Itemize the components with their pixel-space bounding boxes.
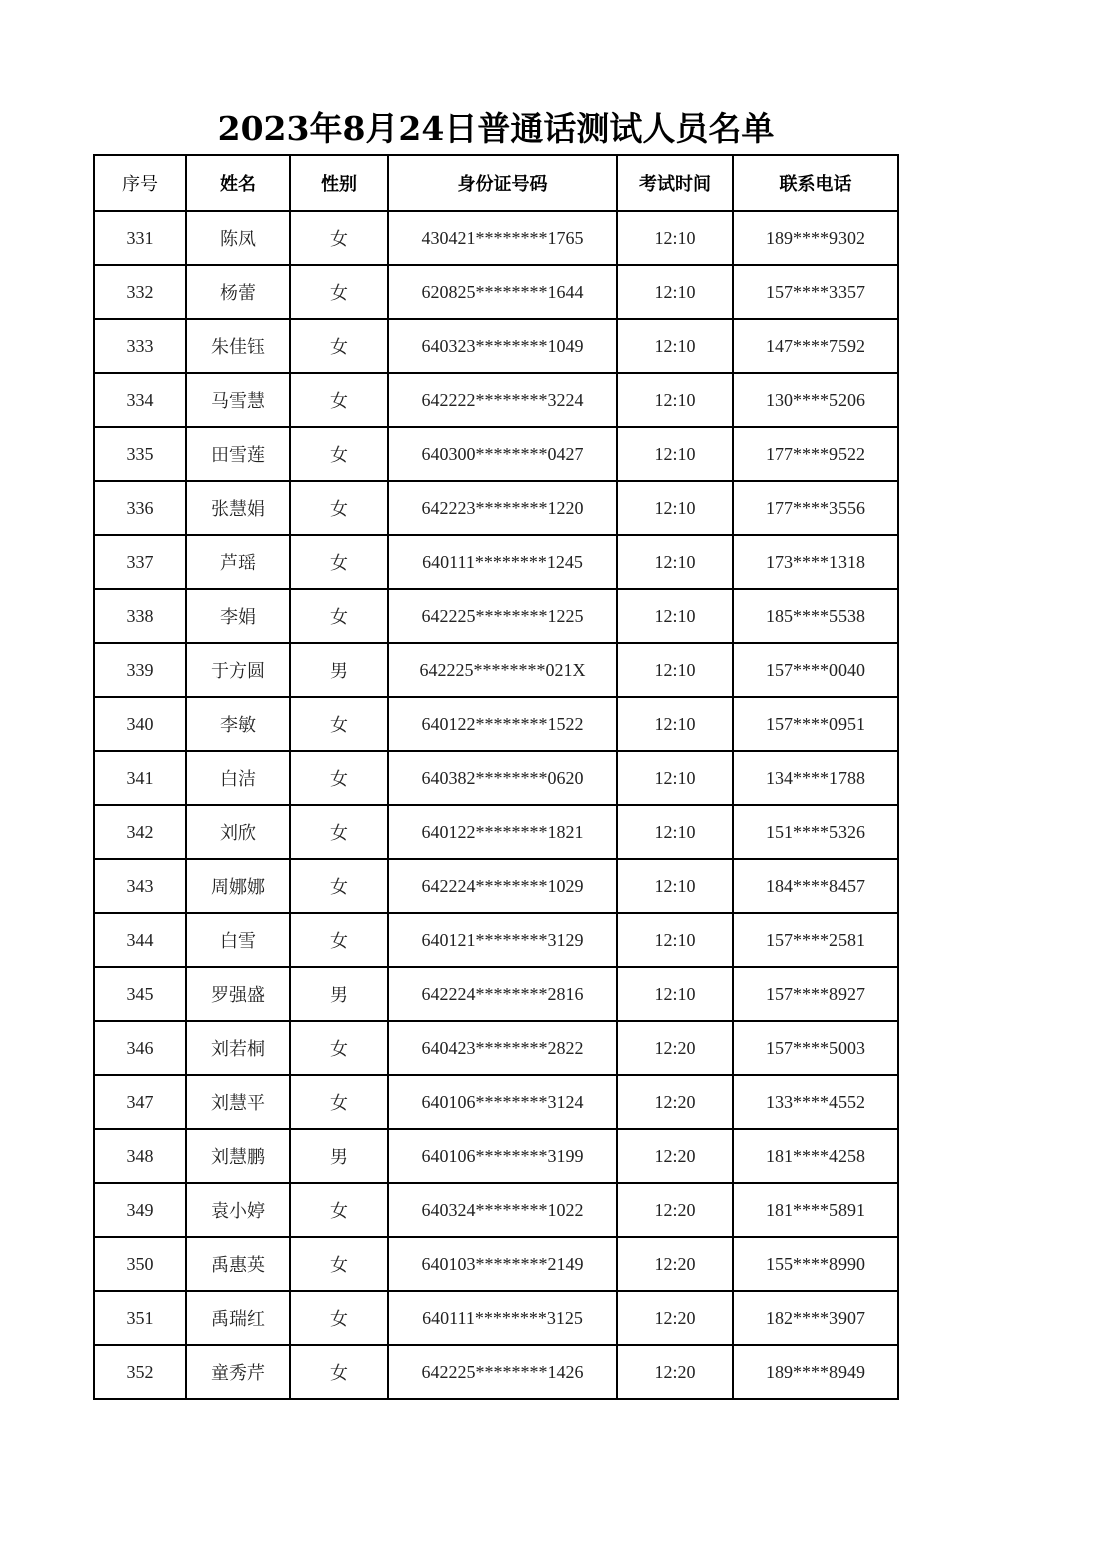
cell-id-number: 430421********1765 — [388, 211, 617, 265]
cell-name: 袁小婷 — [186, 1183, 290, 1237]
cell-name: 刘若桐 — [186, 1021, 290, 1075]
cell-id-number: 640121********3129 — [388, 913, 617, 967]
cell-phone: 157****0951 — [733, 697, 898, 751]
cell-phone: 177****3556 — [733, 481, 898, 535]
cell-gender: 女 — [290, 211, 388, 265]
cell-id-number: 640382********0620 — [388, 751, 617, 805]
cell-seq: 349 — [94, 1183, 186, 1237]
cell-seq: 334 — [94, 373, 186, 427]
table-row — [94, 697, 898, 751]
cell-exam-time: 12:10 — [617, 697, 733, 751]
cell-exam-time: 12:10 — [617, 589, 733, 643]
cell-phone: 182****3907 — [733, 1291, 898, 1345]
cell-id-number: 642224********1029 — [388, 859, 617, 913]
cell-exam-time: 12:10 — [617, 265, 733, 319]
cell-id-number: 640122********1522 — [388, 697, 617, 751]
cell-seq: 345 — [94, 967, 186, 1021]
cell-seq: 348 — [94, 1129, 186, 1183]
cell-gender: 女 — [290, 535, 388, 589]
cell-gender: 女 — [290, 1237, 388, 1291]
cell-seq: 338 — [94, 589, 186, 643]
cell-phone: 151****5326 — [733, 805, 898, 859]
cell-gender: 女 — [290, 427, 388, 481]
cell-gender: 女 — [290, 805, 388, 859]
cell-seq: 331 — [94, 211, 186, 265]
cell-exam-time: 12:20 — [617, 1237, 733, 1291]
table-row — [94, 967, 898, 1021]
cell-id-number: 642222********3224 — [388, 373, 617, 427]
cell-exam-time: 12:20 — [617, 1075, 733, 1129]
cell-id-number: 640106********3199 — [388, 1129, 617, 1183]
cell-phone: 157****8927 — [733, 967, 898, 1021]
cell-seq: 341 — [94, 751, 186, 805]
cell-name: 田雪莲 — [186, 427, 290, 481]
cell-seq: 344 — [94, 913, 186, 967]
cell-gender: 女 — [290, 859, 388, 913]
page-title: 2023年8月24日普通话测试人员名单 — [217, 109, 775, 148]
cell-seq: 335 — [94, 427, 186, 481]
cell-exam-time: 12:10 — [617, 913, 733, 967]
table-row — [94, 319, 898, 373]
cell-gender: 女 — [290, 481, 388, 535]
cell-gender: 女 — [290, 1075, 388, 1129]
cell-gender: 女 — [290, 265, 388, 319]
cell-id-number: 640300********0427 — [388, 427, 617, 481]
header-gender: 性别 — [290, 155, 388, 211]
roster-table — [93, 154, 899, 1400]
cell-gender: 女 — [290, 1345, 388, 1399]
cell-phone: 189****9302 — [733, 211, 898, 265]
table-row — [94, 1129, 898, 1183]
cell-name: 白洁 — [186, 751, 290, 805]
table-row — [94, 211, 898, 265]
header-name: 姓名 — [186, 155, 290, 211]
cell-exam-time: 12:20 — [617, 1129, 733, 1183]
cell-name: 禹惠英 — [186, 1237, 290, 1291]
cell-name: 罗强盛 — [186, 967, 290, 1021]
table-row — [94, 373, 898, 427]
cell-id-number: 640423********2822 — [388, 1021, 617, 1075]
cell-gender: 男 — [290, 1129, 388, 1183]
cell-id-number: 640111********1245 — [388, 535, 617, 589]
cell-name: 于方圆 — [186, 643, 290, 697]
cell-id-number: 642225********021X — [388, 643, 617, 697]
header-exam-time: 考试时间 — [617, 155, 733, 211]
cell-phone: 157****2581 — [733, 913, 898, 967]
cell-gender: 女 — [290, 1291, 388, 1345]
cell-phone: 130****5206 — [733, 373, 898, 427]
cell-seq: 340 — [94, 697, 186, 751]
cell-id-number: 640323********1049 — [388, 319, 617, 373]
cell-exam-time: 12:10 — [617, 427, 733, 481]
cell-seq: 346 — [94, 1021, 186, 1075]
table-row — [94, 859, 898, 913]
cell-id-number: 642225********1225 — [388, 589, 617, 643]
cell-gender: 男 — [290, 967, 388, 1021]
cell-name: 陈凤 — [186, 211, 290, 265]
cell-phone: 181****5891 — [733, 1183, 898, 1237]
cell-seq: 350 — [94, 1237, 186, 1291]
cell-id-number: 642223********1220 — [388, 481, 617, 535]
header-phone: 联系电话 — [733, 155, 898, 211]
cell-exam-time: 12:10 — [617, 805, 733, 859]
cell-id-number: 620825********1644 — [388, 265, 617, 319]
table-row — [94, 1021, 898, 1075]
cell-gender: 女 — [290, 1183, 388, 1237]
cell-id-number: 640106********3124 — [388, 1075, 617, 1129]
cell-name: 马雪慧 — [186, 373, 290, 427]
cell-name: 童秀芹 — [186, 1345, 290, 1399]
cell-exam-time: 12:10 — [617, 859, 733, 913]
table-row — [94, 1183, 898, 1237]
header-seq: 序号 — [94, 155, 186, 211]
cell-gender: 女 — [290, 319, 388, 373]
cell-name: 张慧娟 — [186, 481, 290, 535]
table-row — [94, 751, 898, 805]
cell-seq: 333 — [94, 319, 186, 373]
header-id-number: 身份证号码 — [388, 155, 617, 211]
cell-seq: 332 — [94, 265, 186, 319]
cell-phone: 134****1788 — [733, 751, 898, 805]
cell-seq: 352 — [94, 1345, 186, 1399]
cell-phone: 157****0040 — [733, 643, 898, 697]
table-row — [94, 1291, 898, 1345]
cell-seq: 351 — [94, 1291, 186, 1345]
cell-gender: 女 — [290, 913, 388, 967]
cell-seq: 347 — [94, 1075, 186, 1129]
cell-phone: 177****9522 — [733, 427, 898, 481]
table-row — [94, 1237, 898, 1291]
cell-id-number: 642225********1426 — [388, 1345, 617, 1399]
table-header-row — [94, 155, 898, 211]
cell-phone: 155****8990 — [733, 1237, 898, 1291]
cell-seq: 343 — [94, 859, 186, 913]
cell-seq: 337 — [94, 535, 186, 589]
cell-exam-time: 12:10 — [617, 535, 733, 589]
cell-name: 芦瑶 — [186, 535, 290, 589]
cell-phone: 185****5538 — [733, 589, 898, 643]
table-row — [94, 481, 898, 535]
cell-exam-time: 12:10 — [617, 481, 733, 535]
cell-id-number: 640111********3125 — [388, 1291, 617, 1345]
cell-seq: 336 — [94, 481, 186, 535]
cell-id-number: 640122********1821 — [388, 805, 617, 859]
cell-phone: 133****4552 — [733, 1075, 898, 1129]
cell-phone: 181****4258 — [733, 1129, 898, 1183]
table-row — [94, 913, 898, 967]
cell-id-number: 640324********1022 — [388, 1183, 617, 1237]
cell-phone: 173****1318 — [733, 535, 898, 589]
cell-phone: 147****7592 — [733, 319, 898, 373]
table-row — [94, 1345, 898, 1399]
cell-gender: 男 — [290, 643, 388, 697]
cell-phone: 157****3357 — [733, 265, 898, 319]
cell-gender: 女 — [290, 1021, 388, 1075]
cell-phone: 157****5003 — [733, 1021, 898, 1075]
cell-gender: 女 — [290, 373, 388, 427]
table-row — [94, 427, 898, 481]
table-row — [94, 643, 898, 697]
cell-name: 周娜娜 — [186, 859, 290, 913]
cell-name: 刘欣 — [186, 805, 290, 859]
cell-phone: 189****8949 — [733, 1345, 898, 1399]
cell-phone: 184****8457 — [733, 859, 898, 913]
cell-name: 杨蕾 — [186, 265, 290, 319]
cell-name: 李娟 — [186, 589, 290, 643]
table-row — [94, 589, 898, 643]
table-body — [94, 211, 898, 1399]
cell-exam-time: 12:20 — [617, 1291, 733, 1345]
cell-exam-time: 12:10 — [617, 751, 733, 805]
cell-name: 李敏 — [186, 697, 290, 751]
cell-exam-time: 12:10 — [617, 643, 733, 697]
cell-name: 禹瑞红 — [186, 1291, 290, 1345]
cell-id-number: 642224********2816 — [388, 967, 617, 1021]
table-row — [94, 535, 898, 589]
cell-exam-time: 12:10 — [617, 967, 733, 1021]
cell-exam-time: 12:20 — [617, 1183, 733, 1237]
cell-seq: 342 — [94, 805, 186, 859]
cell-exam-time: 12:10 — [617, 211, 733, 265]
cell-exam-time: 12:10 — [617, 373, 733, 427]
cell-gender: 女 — [290, 589, 388, 643]
table-row — [94, 265, 898, 319]
cell-seq: 339 — [94, 643, 186, 697]
cell-exam-time: 12:20 — [617, 1345, 733, 1399]
table-row — [94, 805, 898, 859]
cell-gender: 女 — [290, 697, 388, 751]
table-row — [94, 1075, 898, 1129]
cell-exam-time: 12:20 — [617, 1021, 733, 1075]
cell-id-number: 640103********2149 — [388, 1237, 617, 1291]
cell-name: 刘慧平 — [186, 1075, 290, 1129]
cell-name: 朱佳钰 — [186, 319, 290, 373]
cell-gender: 女 — [290, 751, 388, 805]
cell-name: 白雪 — [186, 913, 290, 967]
cell-name: 刘慧鹏 — [186, 1129, 290, 1183]
cell-exam-time: 12:10 — [617, 319, 733, 373]
